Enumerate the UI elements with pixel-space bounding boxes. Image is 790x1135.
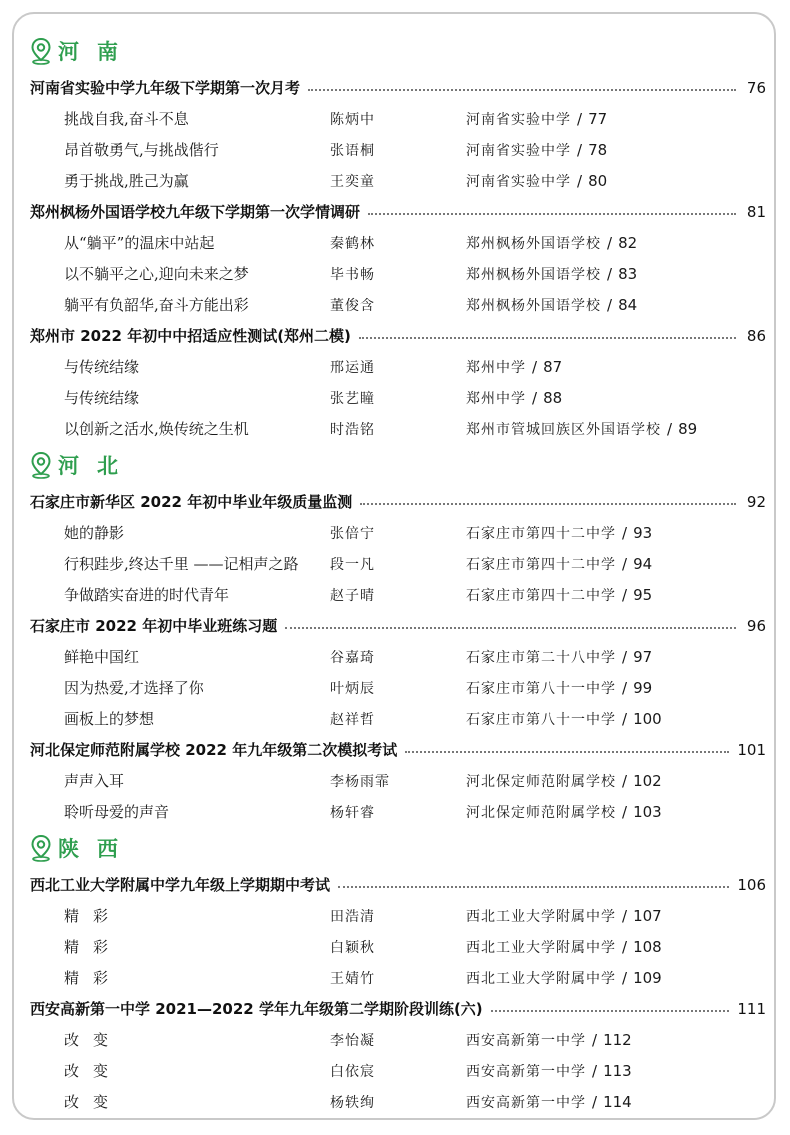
exam-entry[interactable] xyxy=(30,993,766,1024)
article-entry[interactable] xyxy=(30,962,766,993)
article-entry[interactable] xyxy=(30,1055,766,1086)
article-entry[interactable] xyxy=(30,517,766,548)
article-title: 躺平有负韶华,奋斗方能出彩 xyxy=(64,296,249,314)
article-author: 杨轩睿 xyxy=(330,804,375,821)
article-page-number: 95 xyxy=(633,585,653,604)
article-title: 因为热爱,才选择了你 xyxy=(64,679,204,697)
article-title: 画板上的梦想 xyxy=(64,710,155,728)
article-entry[interactable] xyxy=(30,351,766,382)
article-author: 王婧竹 xyxy=(330,970,375,987)
article-author: 张倍宁 xyxy=(330,525,375,542)
exam-title: 石家庄市新华区 2022 年初中毕业年级质量监测 xyxy=(30,493,353,511)
separator: / xyxy=(577,109,583,128)
region-name: 陕西 xyxy=(58,837,136,861)
article-page-number: 97 xyxy=(633,647,653,666)
article-entry[interactable] xyxy=(30,103,766,134)
article-school: 河北保定师范附属学校 xyxy=(466,804,616,821)
article-author: 叶炳辰 xyxy=(330,680,375,697)
article-school: 石家庄市第四十二中学 xyxy=(466,525,616,542)
dot-leader xyxy=(308,89,736,91)
article-page-number: 108 xyxy=(633,937,662,956)
article-author: 杨轶绚 xyxy=(330,1094,375,1111)
article-title: 精彩 xyxy=(64,907,123,925)
region-header xyxy=(30,827,766,869)
article-author: 董俊含 xyxy=(330,297,375,314)
separator: / xyxy=(622,678,628,697)
article-school: 郑州中学 xyxy=(466,390,526,407)
article-school: 河南省实验中学 xyxy=(466,142,571,159)
article-author: 李杨雨霏 xyxy=(330,773,390,790)
article-page-number: 77 xyxy=(588,109,608,128)
article-school: 石家庄市第四十二中学 xyxy=(466,587,616,604)
article-school: 郑州中学 xyxy=(466,359,526,376)
exam-page-number: 101 xyxy=(737,740,766,759)
article-title: 改变 xyxy=(64,1093,123,1111)
article-school: 西北工业大学附属中学 xyxy=(466,908,616,925)
article-author: 张语桐 xyxy=(330,142,375,159)
location-pin-icon xyxy=(30,451,52,479)
article-page-number: 114 xyxy=(603,1092,632,1111)
article-title: 与传统结缘 xyxy=(64,389,140,407)
article-school: 河北保定师范附属学校 xyxy=(466,773,616,790)
table-of-contents xyxy=(30,30,766,1117)
separator: / xyxy=(592,1030,598,1049)
article-entry[interactable] xyxy=(30,382,766,413)
separator: / xyxy=(532,388,538,407)
article-title: 争做踏实奋进的时代青年 xyxy=(64,586,230,604)
exam-entry[interactable] xyxy=(30,486,766,517)
exam-page-number: 92 xyxy=(746,492,766,511)
article-author: 段一凡 xyxy=(330,556,375,573)
exam-entry[interactable] xyxy=(30,196,766,227)
dot-leader xyxy=(491,1010,730,1012)
article-author: 时浩铭 xyxy=(330,421,375,438)
article-page-number: 84 xyxy=(618,295,638,314)
separator: / xyxy=(592,1092,598,1111)
article-school: 西北工业大学附属中学 xyxy=(466,939,616,956)
article-title: 勇于挑战,胜己为赢 xyxy=(64,172,189,190)
separator: / xyxy=(607,295,613,314)
exam-entry[interactable] xyxy=(30,734,766,765)
article-entry[interactable] xyxy=(30,579,766,610)
article-page-number: 82 xyxy=(618,233,638,252)
article-title: 以不躺平之心,迎向未来之梦 xyxy=(64,265,249,283)
exam-title: 西安高新第一中学 2021—2022 学年九年级第二学期阶段训练(六) xyxy=(30,1000,483,1018)
article-page-number: 102 xyxy=(633,771,662,790)
article-school: 西安高新第一中学 xyxy=(466,1032,586,1049)
separator: / xyxy=(577,140,583,159)
dot-leader xyxy=(359,337,736,339)
article-entry[interactable] xyxy=(30,672,766,703)
location-pin-icon xyxy=(30,834,52,862)
article-title: 她的静影 xyxy=(64,524,125,542)
article-title: 聆听母爱的声音 xyxy=(64,803,170,821)
dot-leader xyxy=(368,213,736,215)
article-page-number: 112 xyxy=(603,1030,632,1049)
article-school: 郑州枫杨外国语学校 xyxy=(466,297,601,314)
separator: / xyxy=(577,171,583,190)
exam-entry[interactable] xyxy=(30,869,766,900)
article-school: 石家庄市第二十八中学 xyxy=(466,649,616,666)
article-entry[interactable] xyxy=(30,413,766,444)
exam-title: 郑州市 2022 年初中中招适应性测试(郑州二模) xyxy=(30,327,351,345)
exam-title: 西北工业大学附属中学九年级上学期期中考试 xyxy=(30,876,331,894)
article-page-number: 87 xyxy=(543,357,563,376)
article-title: 行积跬步,终达千里 ——记相声之路 xyxy=(64,555,299,573)
exam-page-number: 86 xyxy=(746,326,766,345)
article-title: 改变 xyxy=(64,1062,123,1080)
exam-title: 河北保定师范附属学校 2022 年九年级第二次模拟考试 xyxy=(30,741,398,759)
article-school: 西北工业大学附属中学 xyxy=(466,970,616,987)
separator: / xyxy=(667,419,673,438)
article-school: 河南省实验中学 xyxy=(466,173,571,190)
article-page-number: 78 xyxy=(588,140,608,159)
article-title: 改变 xyxy=(64,1031,123,1049)
article-entry[interactable] xyxy=(30,796,766,827)
location-pin-icon xyxy=(30,37,52,65)
article-page-number: 99 xyxy=(633,678,653,697)
region-header xyxy=(30,30,766,72)
article-title: 鲜艳中国红 xyxy=(64,648,140,666)
article-page-number: 113 xyxy=(603,1061,632,1080)
separator: / xyxy=(622,937,628,956)
article-title: 精彩 xyxy=(64,938,123,956)
article-author: 赵子晴 xyxy=(330,587,375,604)
separator: / xyxy=(622,585,628,604)
article-title: 从“躺平”的温床中站起 xyxy=(64,234,215,252)
article-author: 王奕童 xyxy=(330,173,375,190)
exam-title: 河南省实验中学九年级下学期第一次月考 xyxy=(30,79,301,97)
article-entry[interactable] xyxy=(30,1086,766,1117)
article-entry[interactable] xyxy=(30,641,766,672)
exam-entry[interactable] xyxy=(30,320,766,351)
article-title: 昂首敬勇气,与挑战偕行 xyxy=(64,141,219,159)
article-page-number: 103 xyxy=(633,802,662,821)
article-title: 挑战自我,奋斗不息 xyxy=(64,110,189,128)
article-entry[interactable] xyxy=(30,289,766,320)
article-author: 秦鹤林 xyxy=(330,235,375,252)
article-entry[interactable] xyxy=(30,134,766,165)
region-header xyxy=(30,444,766,486)
dot-leader xyxy=(360,503,736,505)
exam-page-number: 106 xyxy=(737,875,766,894)
article-entry[interactable] xyxy=(30,258,766,289)
article-page-number: 100 xyxy=(633,709,662,728)
article-author: 白颖秋 xyxy=(330,939,375,956)
article-school: 西安高新第一中学 xyxy=(466,1063,586,1080)
exam-page-number: 76 xyxy=(746,78,766,97)
exam-entry[interactable] xyxy=(30,72,766,103)
article-entry[interactable] xyxy=(30,548,766,579)
separator: / xyxy=(592,1061,598,1080)
article-title: 与传统结缘 xyxy=(64,358,140,376)
article-entry[interactable] xyxy=(30,227,766,258)
article-page-number: 93 xyxy=(633,523,653,542)
dot-leader xyxy=(338,886,729,888)
exam-page-number: 111 xyxy=(737,999,766,1018)
article-school: 郑州市管城回族区外国语学校 xyxy=(466,421,661,438)
separator: / xyxy=(622,771,628,790)
separator: / xyxy=(607,233,613,252)
exam-page-number: 81 xyxy=(746,202,766,221)
separator: / xyxy=(622,906,628,925)
article-author: 谷嘉琦 xyxy=(330,649,375,666)
article-author: 陈炳中 xyxy=(330,111,375,128)
separator: / xyxy=(622,709,628,728)
separator: / xyxy=(622,554,628,573)
exam-title: 郑州枫杨外国语学校九年级下学期第一次学情调研 xyxy=(30,203,361,221)
article-school: 西安高新第一中学 xyxy=(466,1094,586,1111)
article-page-number: 107 xyxy=(633,906,662,925)
dot-leader xyxy=(285,627,736,629)
article-title: 以创新之活水,焕传统之生机 xyxy=(64,420,249,438)
article-author: 张艺瞳 xyxy=(330,390,375,407)
article-entry[interactable] xyxy=(30,703,766,734)
article-author: 田浩清 xyxy=(330,908,375,925)
article-author: 白依宸 xyxy=(330,1063,375,1080)
region-name: 河南 xyxy=(58,40,136,64)
article-author: 邢运通 xyxy=(330,359,375,376)
article-school: 石家庄市第四十二中学 xyxy=(466,556,616,573)
exam-page-number: 96 xyxy=(746,616,766,635)
article-page-number: 94 xyxy=(633,554,653,573)
article-page-number: 83 xyxy=(618,264,638,283)
article-page-number: 80 xyxy=(588,171,608,190)
article-entry[interactable] xyxy=(30,165,766,196)
article-school: 郑州枫杨外国语学校 xyxy=(466,235,601,252)
article-author: 李怡凝 xyxy=(330,1032,375,1049)
separator: / xyxy=(607,264,613,283)
article-entry[interactable] xyxy=(30,900,766,931)
article-school: 石家庄市第八十一中学 xyxy=(466,711,616,728)
separator: / xyxy=(622,802,628,821)
article-entry[interactable] xyxy=(30,765,766,796)
dot-leader xyxy=(405,751,729,753)
article-entry[interactable] xyxy=(30,931,766,962)
article-school: 郑州枫杨外国语学校 xyxy=(466,266,601,283)
separator: / xyxy=(532,357,538,376)
exam-entry[interactable] xyxy=(30,610,766,641)
region-name: 河北 xyxy=(58,454,136,478)
article-page-number: 89 xyxy=(678,419,698,438)
article-title: 声声入耳 xyxy=(64,772,125,790)
article-entry[interactable] xyxy=(30,1024,766,1055)
article-author: 毕书畅 xyxy=(330,266,375,283)
separator: / xyxy=(622,647,628,666)
article-page-number: 88 xyxy=(543,388,563,407)
article-author: 赵祥哲 xyxy=(330,711,375,728)
separator: / xyxy=(622,968,628,987)
article-title: 精彩 xyxy=(64,969,123,987)
article-school: 石家庄市第八十一中学 xyxy=(466,680,616,697)
exam-title: 石家庄市 2022 年初中毕业班练习题 xyxy=(30,617,278,635)
separator: / xyxy=(622,523,628,542)
article-school: 河南省实验中学 xyxy=(466,111,571,128)
article-page-number: 109 xyxy=(633,968,662,987)
